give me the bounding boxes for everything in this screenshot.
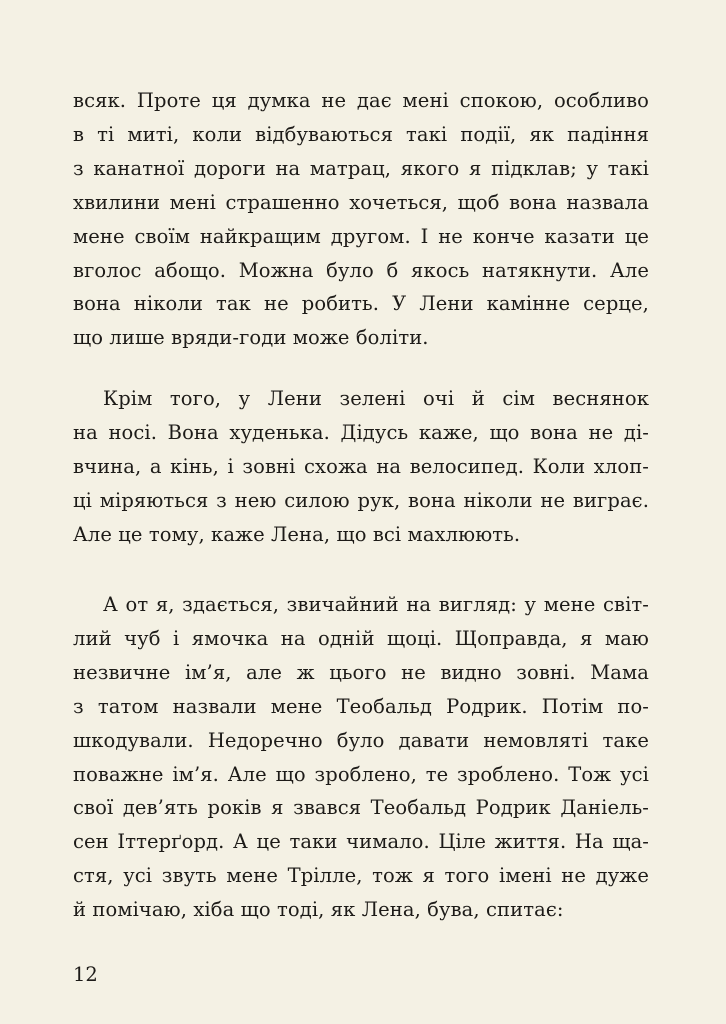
text-line: шкодували. Недоречно було давати немовляті таке [73,728,649,752]
text-line: й помічаю, хіба що тоді, як Лена, бува, спитає: [73,898,564,922]
text-line: з канатної дороги на матрац, якого я підклав; у такі [73,156,649,180]
text-line: з татом назвали мене Теобальд Родрик. Потім по- [73,694,649,718]
text-line: в ті миті, коли відбуваються такі події, як падіння [73,122,649,146]
text-line: вголос абощо. Можна було б якось натякнути. Але [73,258,649,282]
text-line: лий чуб і ямочка на одній щоці. Щоправда, я маю [73,626,649,650]
text-line: мене своїм найкращим другом. І не конче казати це [73,224,649,248]
paragraph-1 [73,84,649,355]
text-line: що лише вряди-годи може боліти. [73,326,429,350]
text-line: незвичне ім’я, але ж цього не видно зовні. Мама [73,660,649,684]
text-line: на носі. Вона худенька. Дідусь каже, що вона не ді- [73,420,649,444]
text-line: свої дев’ять років я звався Теобальд Родрик Даніель- [73,796,649,820]
paragraph-3 [73,588,649,927]
page-number: 12 [73,963,98,986]
text-line: всяк. Проте ця думка не дає мені спокою, особливо [73,89,649,112]
text-line: вона ніколи так не робить. У Лени камінне серце, [73,292,649,316]
paragraph-2 [73,382,649,552]
text-line: стя, усі звуть мене Трілле, тож я того імені не дуже [73,864,649,888]
text-line: сен Іттерґорд. А це таки чимало. Ціле життя. На ща- [73,830,649,854]
text-line: вчина, а кінь, і зовні схожа на велосипед. Коли хлоп- [73,454,649,478]
text-line: хвилини мені страшенно хочеться, щоб вона назвала [73,190,649,214]
text-line: А от я, здається, звичайний на вигляд: у мене світ- [103,593,649,616]
text-line: Крім того, у Лени зелені очі й сім веснянок [103,387,649,410]
text-line: ці міряються з нею силою рук, вона ніколи не виграє. [73,488,649,512]
text-line: Але це тому, каже Лена, що всі махлюють. [73,522,521,546]
text-line: поважне ім’я. Але що зроблено, те зроблено. Тож усі [73,762,649,786]
